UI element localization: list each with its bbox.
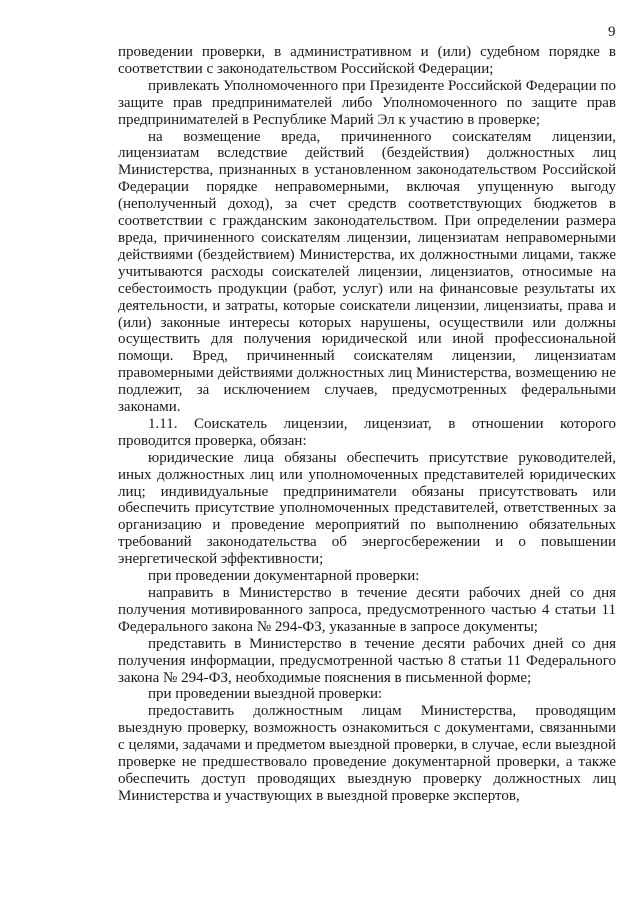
page-number: 9 xyxy=(608,24,616,40)
paragraph-documentary-check: при проведении документарной проверки: xyxy=(148,568,420,585)
paragraph-legal-entities: юридические лица обязаны обеспечить присутствие руководителей, иных должностных лиц или уполномоченных представителей юридических лиц; индивидуальные предприниматели обязаны присутствовать или обеспечить присутствие уполномоченных представителей, ответственных за организацию и проведение мероприятий по выполнению обязательных требований законодательства об энергосбережении и о повышении энергетической эффективности; xyxy=(118,449,616,568)
clause-1-11-heading: 1.11. Соискатель лицензии, лицензиат, в отношении которого проводится проверка, обязан: xyxy=(118,415,616,449)
paragraph-provide-access: предоставить должностным лицам Министерства, проводящим выездную проверку, возможность ознакомиться с документами, связанными с целями, задачами и предметом выездной проверки, в случае, если выездной проверке не предшествовало проведение документарной проверки, а также обеспечить доступ проводящих выездную проверку должностных лиц Министерства и участвующих в выездной проверке экспертов, xyxy=(118,703,616,804)
paragraph-damages: на возмещение вреда, причиненного соискателям лицензии, лицензиатам вследствие действий (бездействия) должностных лиц Министерства, признанных в установленном законодательством Российской Федерации порядке неправомерными, включая упущенную выгоду (неполученный доход), за счет средств соответствующих бюджетов в соответствии с гражданским законодательством. При определении размера вреда, причиненного соискателям лицензии, лицензиатам неправомерными действиями (бездействием) Министерства, их должностными лицами, также учитываются расходы соискателей лицензии, лицензиатов, относимые на себестоимость продукции (работ, услуг) или на финансовые результаты их деятельности, и затраты, которые соискатели лицензии, лицензиаты, права и (или) законные интересы которых нарушены, осуществили или должны осуществить для получения юридической или иной профессиональной помощи. Вред, причиненный соискателям лицензии, лицензиатам правомерными действиями должностных лиц Министерства, возмещению не подлежит, за исключением случаев, предусмотренных федеральными законами. xyxy=(118,128,616,416)
paragraph-onsite-check: при проведении выездной проверки: xyxy=(148,686,383,703)
paragraph-provide-explanations: представить в Министерство в течение десяти рабочих дней со дня получения информации, предусмотренной частью 8 статьи 11 Федерального закона № 294-ФЗ, необходимые пояснения в письменной форме; xyxy=(118,635,616,686)
paragraph-ombudsman: привлекать Уполномоченного при Президенте Российской Федерации по защите прав предпринимателей либо Уполномоченного по защите прав предпринимателей в Республике Марий Эл к участию в проверке; xyxy=(118,77,616,128)
paragraph-send-documents: направить в Министерство в течение десяти рабочих дней со дня получения мотивированного запроса, предусмотренного частью 4 статьи 11 Федерального закона № 294-ФЗ, указанные в запросе документы; xyxy=(118,585,616,635)
document-body xyxy=(118,44,616,805)
paragraph-continuation: проведении проверки, в административном и (или) судебном порядке в соответствии с законодательством Российской Федерации; xyxy=(118,44,616,77)
